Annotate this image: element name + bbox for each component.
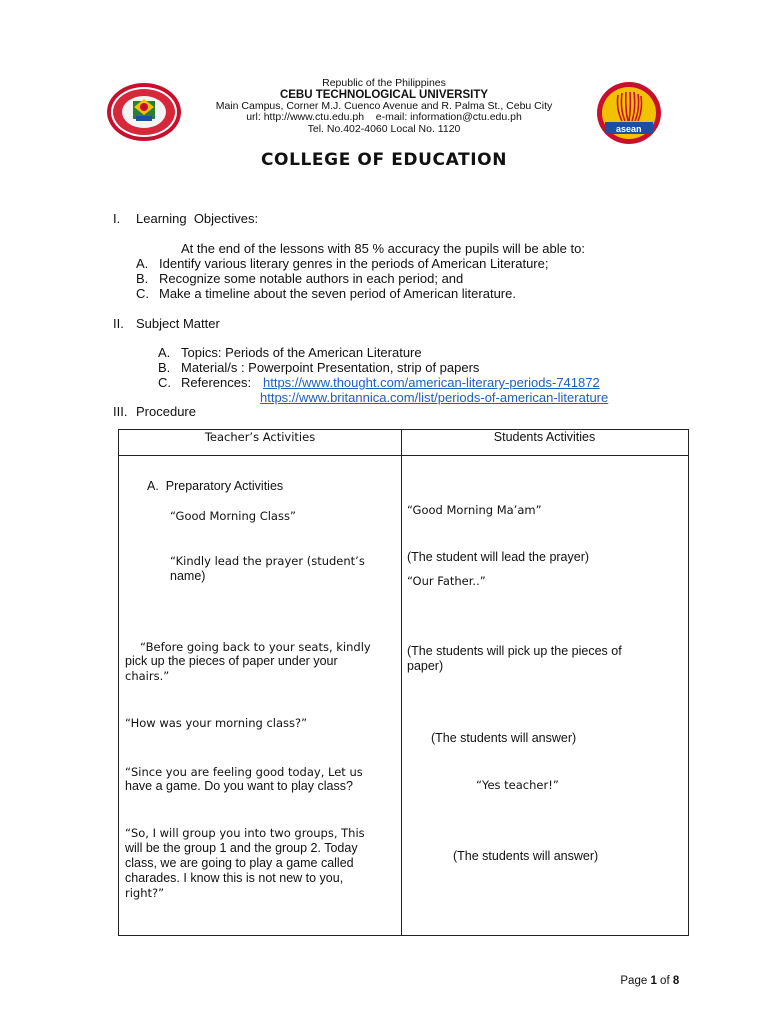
objective-item: Make a timeline about the seven period of American literature. [159,286,516,301]
column-header-students: Students Activities [493,430,596,444]
subject-item: Topics: Periods of the American Literature [181,345,422,360]
teacher-line: pick up the pieces of paper under your [125,654,338,668]
objectives-heading: Learning Objectives: [136,211,259,226]
header-contact: url: http://www.ctu.edu.ph e-mail: information@ctu.edu.ph [246,111,522,123]
procedure-heading: Procedure [136,404,196,419]
section-num-1: I. [113,211,121,226]
objective-item: Recognize some notable authors in each period; and [159,271,464,286]
subject-item: Material/s : Powerpoint Presentation, strip of papers [181,360,480,375]
student-line: (The student will lead the prayer) [407,550,590,564]
page-number [614,963,679,987]
header-phone: Tel. No.402-4060 Local No. 1120 [307,123,461,135]
university-name: CEBU TECHNOLOGICAL UNIVERSITY [279,89,489,101]
subject-heading: Subject Matter [136,316,220,331]
objectives-intro: At the end of the lessons with 85 % accuracy the pupils will be able to: [181,241,585,256]
teacher-line: will be the group 1 and the group 2. Today [125,841,358,855]
teacher-line: have a game. Do you want to play class? [125,779,353,793]
student-line: (The students will answer) [431,731,577,745]
section-num-2: II. [113,316,124,331]
reference-link-2[interactable]: https://www.britannica.com/list/periods-of-american-literature [260,390,609,405]
table-column-divider [401,430,402,935]
teacher-line: “So, I will group you into two groups, This [125,826,365,840]
teacher-line: name) [170,569,206,583]
student-line: (The students will answer) [453,849,599,863]
teacher-line: chairs.” [125,669,170,683]
teacher-line: right?” [125,886,165,900]
section-num-3: III. [113,404,128,419]
page-total: 8 [672,975,680,987]
teacher-line: “Since you are feeling good today, Let us [125,765,363,779]
page-prefix: Page [620,975,651,987]
teacher-line: class, we are going to play a game called [125,856,354,870]
objective-marker: C. [136,286,149,301]
student-line: “Good Morning Ma’am” [407,503,542,517]
table-header-divider [119,455,688,456]
subject-item: References: [181,375,255,390]
asean-logo-text: asean [616,124,642,134]
page-current: 1 [650,975,657,987]
page-of: of [656,975,673,987]
objective-marker: A. [136,256,149,271]
column-header-teacher: Teacher’s Activities [204,430,316,444]
reference-link-1[interactable]: https://www.thought.com/american-literary-periods-741872 [263,375,600,390]
teacher-line: “How was your morning class?” [125,716,308,730]
student-line: (The students will pick up the pieces of [407,644,622,658]
teacher-line: “Before going back to your seats, kindly [140,640,371,654]
student-line: “Yes teacher!” [476,778,559,792]
objective-marker: B. [136,271,149,286]
student-line: paper) [407,659,444,673]
subject-marker: A. [158,345,171,360]
objective-item: Identify various literary genres in the periods of American Literature; [159,256,549,271]
teacher-line: “Kindly lead the prayer (student’s [170,554,365,568]
preparatory-label: A. Preparatory Activities [147,479,284,493]
student-line: “Our Father..” [407,574,486,588]
page-title: COLLEGE OF EDUCATION [260,150,508,170]
teacher-line: “Good Morning Class” [170,509,296,523]
teacher-line: charades. I know this is not new to you, [125,871,344,885]
subject-marker: C. [158,375,171,390]
header-line-1: Republic of the Philippines [322,77,446,89]
subject-marker: B. [158,360,171,375]
header-address: Main Campus, Corner M.J. Cuenco Avenue and R. Palma St., Cebu City [215,100,553,112]
